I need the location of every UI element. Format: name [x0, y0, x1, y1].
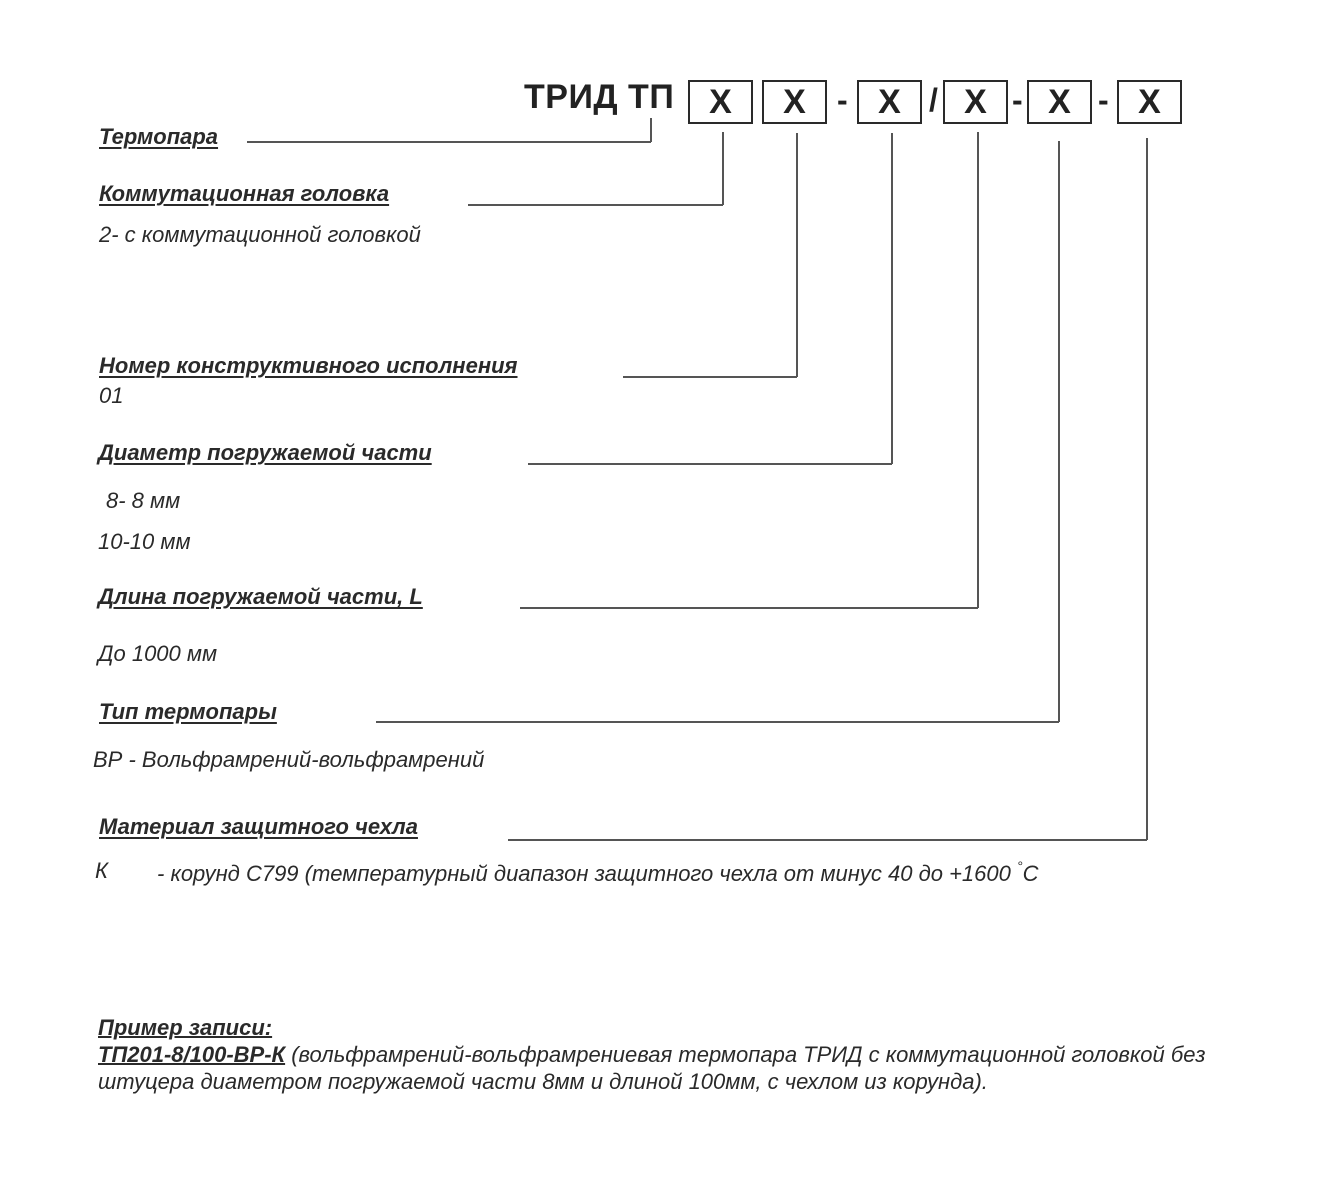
connector-line [528, 463, 892, 465]
connector-line [891, 133, 893, 464]
connector-line [1146, 138, 1148, 840]
sheath-description: - корунд С799 (температурный диапазон защитного чехла от минус 40 до +1600 [157, 861, 1011, 886]
connector-line [468, 204, 723, 206]
example-title: Пример записи: [98, 1015, 273, 1040]
code-slot-sheath: X [1117, 80, 1182, 124]
connector-line [623, 376, 797, 378]
field-value: 10-10 мм [98, 529, 191, 554]
example-description: (вольфрамрений-вольфрамрениевая термопара ТРИД с коммутационной головкой без штуцера диаметром погружаемой части 8мм и длиной 100мм, с чехлом из корунда). [98, 1042, 1206, 1094]
field-value: 8- 8 мм [106, 488, 181, 513]
field-heading-switching-head: Коммутационная головка [99, 181, 390, 206]
field-value-code: К [95, 858, 108, 883]
field-value: 2- с коммутационной головкой [99, 222, 421, 247]
code-separator: - [837, 82, 848, 118]
code-slot-head: X [688, 80, 753, 124]
degree-symbol: ° [1017, 858, 1023, 874]
code-separator: - [1012, 82, 1023, 118]
connector-line [508, 839, 1147, 841]
example-section [98, 1014, 1258, 1095]
connector-line [247, 141, 651, 143]
connector-line [977, 132, 979, 608]
field-heading-diameter: Диаметр погружаемой части [98, 440, 432, 465]
code-separator: - [1098, 82, 1109, 118]
field-heading-thermocouple: Термопара [99, 124, 219, 149]
code-separator: / [929, 82, 938, 118]
example-text [98, 1041, 1258, 1095]
field-value: ВР - Вольфрамрений-вольфрамрений [93, 747, 485, 772]
example-code: ТП201-8/100-ВР-К [98, 1042, 286, 1067]
field-heading-thermocouple-type: Тип термопары [99, 699, 277, 724]
connector-line [650, 118, 652, 142]
field-value: До 1000 мм [98, 641, 218, 666]
connector-line [376, 721, 1059, 723]
code-slot-type: X [1027, 80, 1092, 124]
code-slot-length: X [943, 80, 1008, 124]
temperature-unit: С [1022, 861, 1039, 886]
field-value: 01 [99, 383, 124, 408]
product-code-prefix: ТРИД ТП [524, 78, 675, 116]
connector-line [722, 132, 724, 205]
connector-line [520, 607, 978, 609]
connector-line [796, 133, 798, 377]
code-slot-design: X [762, 80, 827, 124]
field-heading-length: Длина погружаемой части, L [98, 584, 423, 609]
code-slot-diameter: X [857, 80, 922, 124]
field-heading-sheath-material: Материал защитного чехла [99, 814, 418, 839]
connector-line [1058, 141, 1060, 722]
field-heading-design-number: Номер конструктивного исполнения [99, 353, 518, 378]
field-value [157, 858, 1039, 887]
